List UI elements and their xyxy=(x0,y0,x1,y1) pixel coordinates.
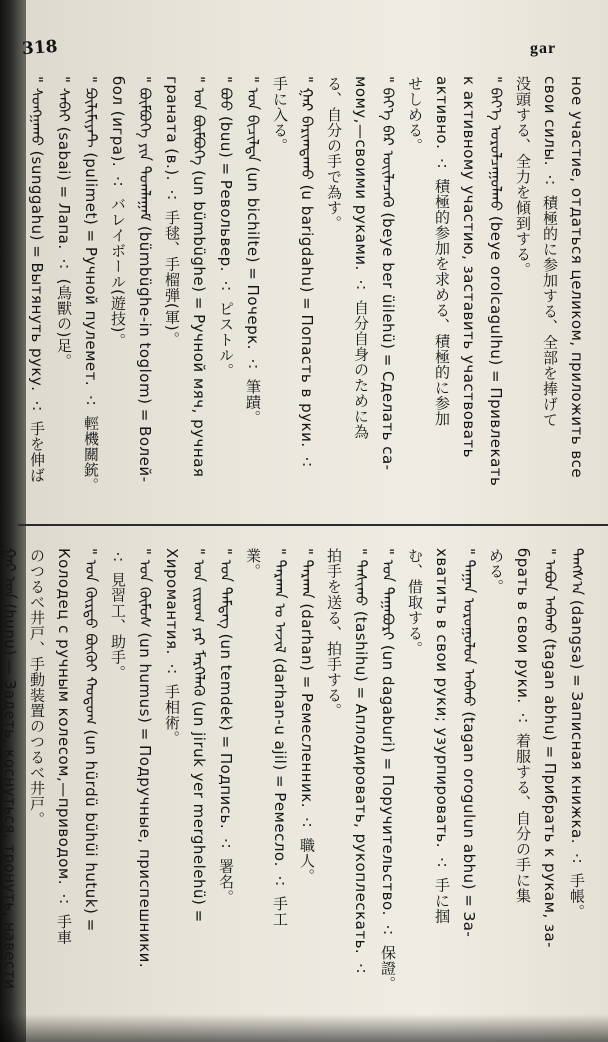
text-column: める。 xyxy=(487,548,505,595)
text-column: к активному участию, заставить участвовать xyxy=(460,76,478,459)
upper-section xyxy=(28,76,588,514)
text-column: " ᠤᠨ ᠪᠦᠮᠪᠦᠭᠡ (un bümbüghe) = Ручной мяч, ручная xyxy=(190,76,208,478)
text-column: " ᠫᠦᠯᠢᠮᠢᠶᠠᠲ (pulimet) = Ручной пулемет. ∴ 輕機關銃。 xyxy=(82,76,100,493)
text-column: бол (игра). ∴ バレイボール(遊技)。 xyxy=(109,76,127,349)
text-column: む、借取する。 xyxy=(406,548,424,657)
text-column: брать в свои руки. ∴ 着服する、自分の手に集 xyxy=(514,548,532,904)
text-column: る、自分の手で為す。 xyxy=(325,76,343,231)
text-column: " ᠪᠦᠮᠪᠦᠭᠡ ᠶᠢᠨ ᠲᠣᠭᠯᠠᠭᠠᠮ (bümbüghe-in toglom) = Волей- xyxy=(136,76,154,483)
text-column: Хиромантия. ∴ 手相術。 xyxy=(163,548,181,746)
text-column: " ᠰᠠᠪᠠᠢ (sabai) = Лапа. ∴ (鳥獸の)足。 xyxy=(55,76,73,369)
page-bottom-shadow xyxy=(0,1014,608,1042)
text-column: мому,—своими руками. ∴ 自分自身のために為 xyxy=(352,76,370,440)
text-column: 拍手を送る、拍手する。 xyxy=(325,548,343,719)
text-column: свои силы. ∴ 積極的に参加する、全部を捧げて xyxy=(541,76,559,428)
text-column: хватить в свои руки; узурпировать. ∴ 手に掴 xyxy=(433,548,451,924)
text-column: 手に入る。 xyxy=(271,76,289,154)
page-number: 318 xyxy=(21,36,59,60)
text-column: 業。 xyxy=(244,548,262,579)
text-column: " ᠤᠨ ᠬᠦᠷᠳᠦ ᠪᠦᠬᠦᠢ ᠬᠤᠲᠤᠭ (un hürdü bühüi hutuk) = xyxy=(82,548,100,932)
text-column: " ᠳᠠᠷᠬᠠᠨ ᠤ ᠠᠵᠢᠯ (darhan-u ajil) = Ремесло. ∴ 手工 xyxy=(271,548,289,927)
text-column: Колодец с ручным колесом,—приводом. ∴ 手車 xyxy=(55,548,73,946)
text-column: " ᠤᠨ ᠪᠢᠴᠢᠯᠲᠡ (un bichilte) = Почерк. ∴ 筆蹟。 xyxy=(244,76,262,426)
text-column: のつるべ井戸、手動装置のつるべ井戸。 xyxy=(28,548,46,827)
text-column: " ᠤᠨ ᠳᠠᠭᠠᠪᠤᠷᠢ (un dagaburi) = Поручительство. ∴ 保證。 xyxy=(379,548,397,992)
text-column: ᠳᠠᠩᠰ᠎ᠠ (dangsa) = Записная книжка. ∴ 手帳。 xyxy=(568,548,586,920)
text-column: " ᠰᠤᠩᠭᠠᠬᠤ (sunggahu) = Вытянуть руку. ∴ 手を伸ば xyxy=(28,76,46,483)
text-column: " ᠪᠡᠶ᠎ᠡ ᠪᠡᠷ ᠦᠢᠯᠡᠴᠡᠬᠦ (beye ber üilehü) = Сделать са- xyxy=(379,76,397,471)
text-column: " ᠤᠨ ᠲᠡᠮᠳᠡᠭ (un temdek) = Подпись. ∴ 署名。 xyxy=(217,548,235,905)
lower-section xyxy=(1,548,588,1028)
text-column: せしめる。 xyxy=(406,76,424,154)
text-column: " ᠭᠠᠷ ᠪᠠᠷᠢᠭᠳᠠᠬᠤ (u barigdahu) = Попасть в руки. ∴ xyxy=(298,76,316,472)
running-headword: gar xyxy=(530,40,557,57)
text-column: 没頭する、全力を傾到する。 xyxy=(514,76,532,278)
text-column: " ᠳᠠᠷᠬᠠᠨ (darhan) = Ремесленник. ∴ 職人。 xyxy=(298,548,316,884)
lower-columns xyxy=(0,548,588,1028)
text-column: " ᠪᠤᠤ (buu) = Револьвер. ∴ ピストル。 xyxy=(217,76,235,379)
text-column: " ᠠᠪᠤᠨ ᠠᠪᠬᠤ (tagan abhu) = Прибрать к рукам, за- xyxy=(541,548,559,949)
upper-columns xyxy=(25,76,588,514)
text-column: " ᠲᠠᠭᠠᠨ ᠣᠷᠣᠭᠤᠯᠤᠨ ᠠᠪᠬᠤ (tagan orogulun abhu) = За- xyxy=(460,548,478,938)
text-column: " ᠤᠨ ᠵᠢᠷᠤᠭ ᠶᠡᠷ ᠮᠡᠷᠭᠡᠯᠡᠬᠦ (un jiruk yer merghelehü) = xyxy=(190,548,208,923)
text-column: активно. ∴ 積極的参加を求める、積極的に参加 xyxy=(433,76,451,427)
text-column: " ᠤᠨ ᠬᠦᠮᠦᠰ (un humus) = Подручные, приспешники. xyxy=(136,548,154,969)
text-column: " ᠲᠠᠰᠢᠬᠤ (tashihu) = Аплодировать, рукоплескать. ∴ xyxy=(352,548,370,978)
text-column: граната (в.). ∴ 手毬、手榴弾(軍)。 xyxy=(163,76,181,347)
text-column: ᠭᠠᠷ ᠤᠨ (hunu) — Задеть, коснуться, тронуть, навести xyxy=(1,548,19,990)
text-column: " ᠪᠡᠶ᠎ᠡ ᠣᠷᠣᠯᠴᠠᠭᠤᠯᠬᠤ (beye orolcagulhu) = Привлекать xyxy=(487,76,505,487)
text-column: ное участие, отдаться целиком, приложить все xyxy=(568,76,586,479)
text-column: ∴ 見習工、助手。 xyxy=(109,548,127,681)
section-divider xyxy=(18,524,608,526)
